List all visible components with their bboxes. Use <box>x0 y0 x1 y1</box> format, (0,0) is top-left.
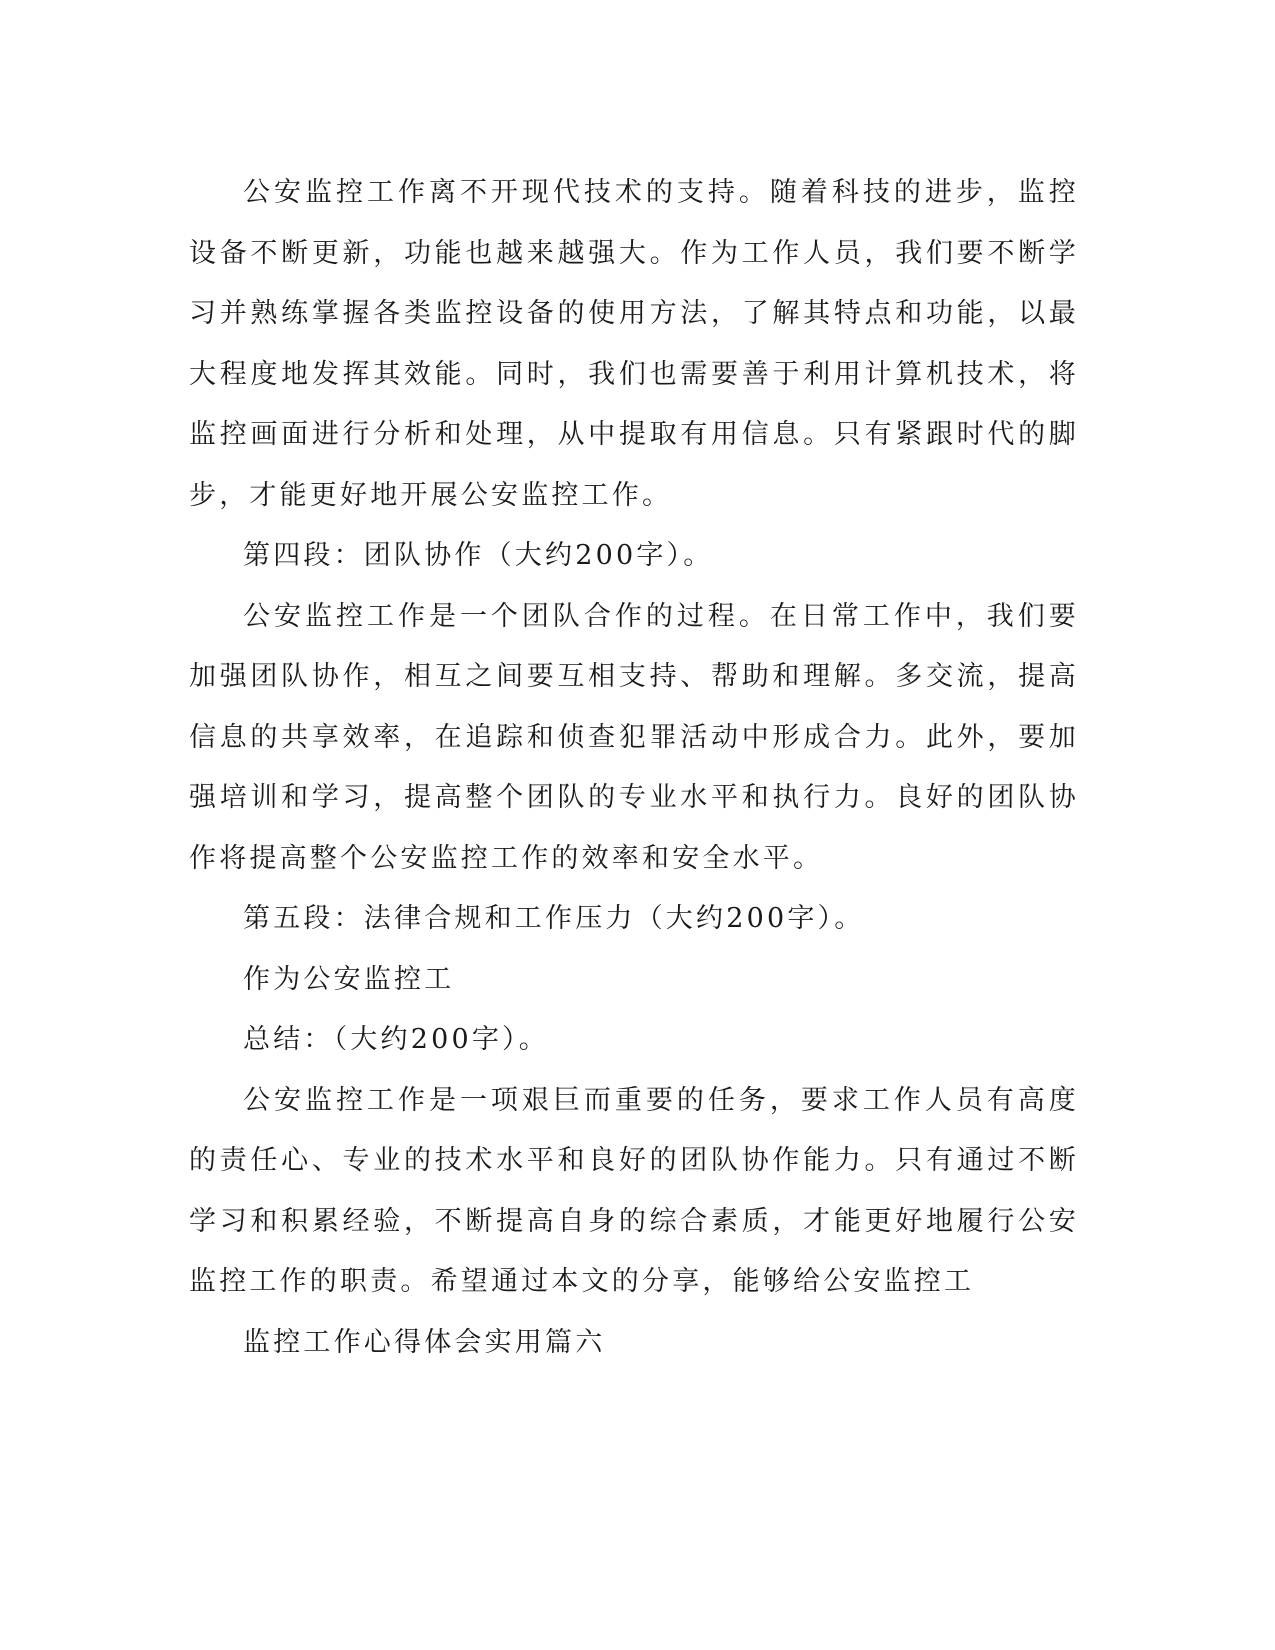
paragraph-teamwork: 公安监控工作是一个团队合作的过程。在日常工作中，我们要加强团队协作，相互之间要互相支持、帮助和理解。多交流，提高信息的共享效率，在追踪和侦查犯罪活动中形成合力。此外，要加强培训和学习，提高整个团队的专业水平和执行力。良好的团队协作将提高整个公安监控工作的效率和安全水平。 <box>189 600 1079 874</box>
section-heading-summary: 总结：（大约200字）。 <box>243 1024 549 1055</box>
article-title-part-six: 监控工作心得体会实用篇六 <box>243 1326 606 1358</box>
paragraph-technology-support: 公安监控工作离不开现代技术的支持。随着科技的进步，监控设备不断更新，功能也越来越强大。作为工作人员，我们要不断学习并熟练掌握各类监控设备的使用方法，了解其特点和功能，以最大程度地发挥其效能。同时，我们也需要善于利用计算机技术，将监控画面进行分析和处理，从中提取有用信息。只有紧跟时代的脚步，才能更好地开展公安监控工作。 <box>189 177 1079 511</box>
paragraph-legal-compliance-fragment: 作为公安监控工 <box>243 963 455 995</box>
section-heading-teamwork: 第四段：团队协作（大约200字）。 <box>243 540 714 571</box>
paragraph-summary: 公安监控工作是一项艰巨而重要的任务，要求工作人员有高度的责任心、专业的技术水平和良好的团队协作能力。只有通过不断学习和积累经验，不断提高自身的综合素质，才能更好地履行公安监控工作的职责。希望通过本文的分享，能够给公安监控工 <box>189 1084 1079 1297</box>
section-heading-legal-compliance: 第五段：法律合规和工作压力（大约200字）。 <box>243 903 865 934</box>
document-body <box>189 163 1079 1373</box>
